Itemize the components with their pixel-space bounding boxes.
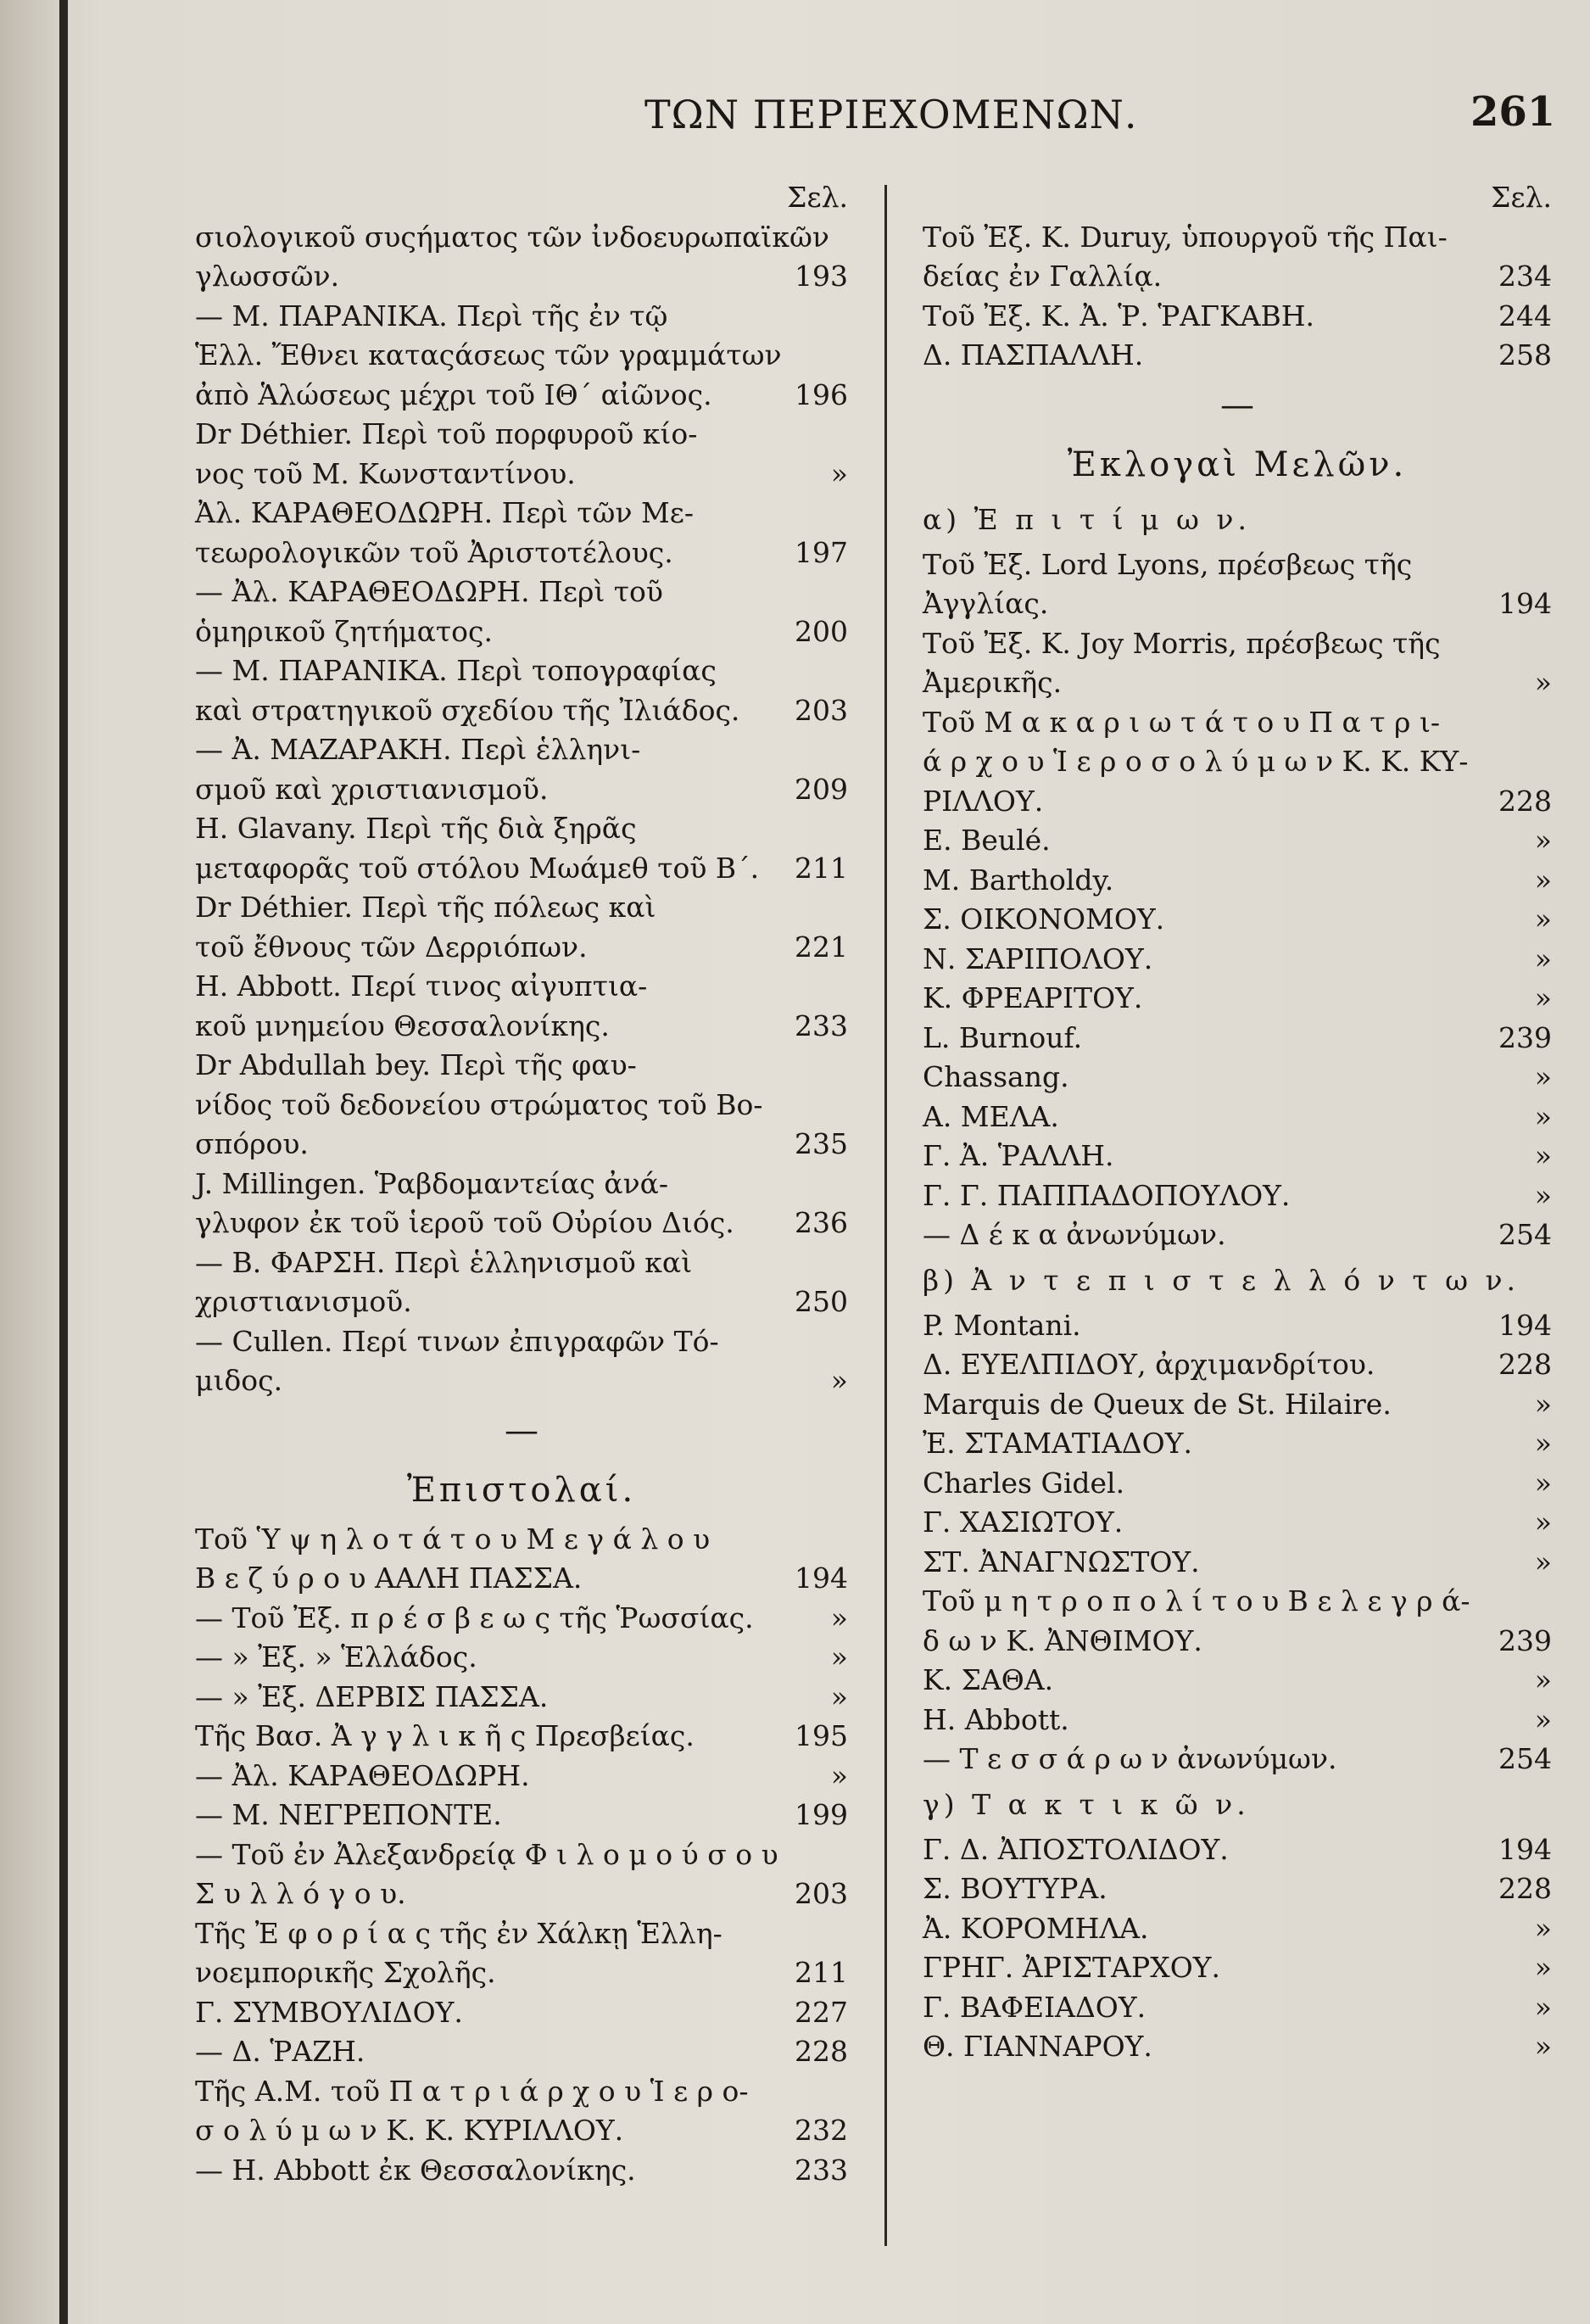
- toc-page-ref: 254: [1498, 1742, 1552, 1775]
- toc-text: — Μ. ΠΑΡΑΝΙΚΑ. Περὶ τῆς ἐν τῷ: [195, 299, 668, 332]
- toc-text: — Τοῦ ἐν Ἀλεξανδρείᾳ Φ ι λ ο μ ο ύ σ ο υ: [195, 1837, 778, 1871]
- toc-text: καὶ στρατηγικοῦ σχεδίου τῆς Ἰλιάδος.: [195, 693, 740, 727]
- toc-line: [923, 900, 1552, 940]
- toc-page-ref: »: [830, 1364, 848, 1397]
- toc-text: Κ. ΦΡΕΑΡΙΤΟΥ.: [923, 981, 1143, 1014]
- toc-page-ref: »: [1534, 863, 1552, 897]
- left-column: [195, 178, 848, 2190]
- toc-line: [923, 257, 1552, 297]
- toc-text: Ἑλλ. Ἔθνει καταςάσεως τῶν γραμμάτων: [195, 338, 782, 372]
- toc-text: — » Ἐξ. » Ἑλλάδος.: [195, 1640, 477, 1673]
- toc-line: [195, 809, 848, 849]
- running-header: ΤΩΝ ΠΕΡΙΕΧΟΜΕΝΩΝ.: [644, 92, 1138, 137]
- toc-line: [923, 1424, 1552, 1464]
- toc-text: Τοῦ Ἐξ. Lord Lyons, πρέσβεως τῆς: [923, 547, 1413, 581]
- toc-line: [923, 742, 1552, 782]
- toc-text: Γ. Γ. ΠΑΠΠΑΔΟΠΟΥΛΟΥ.: [923, 1178, 1291, 1212]
- toc-text: Δ. ΠΑΣΠΑΛΛΗ.: [923, 338, 1144, 372]
- toc-page-ref: »: [1534, 1099, 1552, 1133]
- toc-text: — Τ ε σ σ ά ρ ω ν ἀνωνύμων.: [923, 1742, 1337, 1775]
- binding-shadow: [0, 0, 59, 2324]
- toc-line: [195, 1678, 848, 1718]
- toc-line: [923, 1176, 1552, 1216]
- toc-line: [923, 624, 1552, 664]
- toc-page-ref: »: [1534, 1545, 1552, 1578]
- toc-line: [195, 2072, 848, 2112]
- toc-line: [195, 494, 848, 534]
- toc-line: [923, 1622, 1552, 1662]
- toc-line: [923, 1869, 1552, 1909]
- toc-line: [195, 1282, 848, 1322]
- toc-line: [195, 376, 848, 416]
- toc-page-ref: »: [830, 1640, 848, 1673]
- toc-line: [923, 1543, 1552, 1583]
- toc-line: [195, 612, 848, 652]
- right-entries-b: [923, 545, 1552, 1255]
- section-title: Ἐπιστολαί.: [406, 1470, 637, 1510]
- page-number: 261: [1470, 88, 1556, 136]
- toc-text: Τοῦ Ἐξ. Κ. Joy Morris, πρέσβεως τῆς: [923, 626, 1441, 660]
- column-divider: [884, 185, 887, 2246]
- toc-text: H. Abbott. Περί τινος αἰγυπτια-: [195, 969, 648, 1003]
- toc-page-ref: »: [830, 456, 848, 490]
- toc-text: τοῦ ἔθνους τῶν Δερριόπων.: [195, 930, 588, 964]
- toc-page-ref: »: [1534, 1178, 1552, 1212]
- toc-line: [923, 1740, 1552, 1779]
- toc-text: P. Montani.: [923, 1308, 1081, 1342]
- toc-text: τεωρολογικῶν τοῦ Ἀριστοτέλους.: [195, 535, 673, 569]
- toc-text: ἀπὸ Ἁλώσεως μέχρι τοῦ ΙΘ΄ αἰῶνος.: [195, 377, 712, 411]
- toc-text: — Μ. ΝΕΓΡΕΠΟΝΤΕ.: [195, 1798, 502, 1831]
- subsection-title: γ) Τ α κ τ ι κ ῶ ν.: [923, 1787, 1250, 1821]
- toc-page-ref: 195: [795, 1719, 848, 1752]
- toc-page-ref: »: [1534, 1663, 1552, 1696]
- toc-line: [195, 455, 848, 494]
- toc-text: νος τοῦ Μ. Κωνσταντίνου.: [195, 456, 576, 490]
- toc-text: χριστιανισμοῦ.: [195, 1285, 412, 1318]
- toc-page-ref: 227: [795, 1995, 848, 2029]
- toc-page-ref: »: [1534, 1387, 1552, 1421]
- right-entries-d: [923, 1830, 1552, 2067]
- toc-line: [923, 1306, 1552, 1346]
- toc-line: [195, 1559, 848, 1599]
- toc-line: [195, 1796, 848, 1835]
- toc-text: ΓΡΗΓ. ἈΡΙΣΤΑΡΧΟΥ.: [923, 1951, 1221, 1984]
- toc-text: M. Bartholdy.: [923, 863, 1114, 897]
- toc-text: ΣΤ. ἈΝΑΓΝΩΣΤΟΥ.: [923, 1545, 1200, 1578]
- toc-text: Τοῦ Μ α κ α ρ ι ω τ ά τ ο υ Π α τ ρ ι-: [923, 705, 1441, 739]
- toc-line: [923, 2027, 1552, 2067]
- toc-page-ref: 197: [795, 535, 848, 569]
- toc-line: [195, 2032, 848, 2072]
- toc-line: [195, 770, 848, 810]
- subsection-title: α) Ἐ π ι τ ί μ ω ν.: [923, 502, 1251, 536]
- toc-line: [195, 415, 848, 455]
- toc-text: — Δ έ κ α ἀνωνύμων.: [923, 1218, 1226, 1251]
- toc-line: [923, 1503, 1552, 1543]
- toc-text: νίδος τοῦ δεδονείου στρώματος τοῦ Βο-: [195, 1087, 763, 1121]
- toc-page-ref: 254: [1498, 1218, 1552, 1251]
- section-dash: —: [505, 1411, 538, 1450]
- toc-text: μεταφορᾶς τοῦ στόλου Μωάμεθ τοῦ Β΄.: [195, 851, 760, 885]
- toc-page-ref: 250: [795, 1285, 848, 1318]
- toc-text: H. Glavany. Περὶ τῆς διὰ ξηρᾶς: [195, 812, 637, 845]
- toc-page-ref: »: [830, 1679, 848, 1713]
- toc-text: Γ. Ἀ. ῬΑΛΛΗ.: [923, 1139, 1114, 1172]
- toc-text: Dr Déthier. Περὶ τοῦ πορφυροῦ κίο-: [195, 417, 698, 450]
- toc-line: [195, 1361, 848, 1401]
- toc-page-ref: 194: [1498, 587, 1552, 620]
- toc-line: [923, 1098, 1552, 1137]
- toc-text: ΡΙΛΛΟΥ.: [923, 784, 1044, 818]
- toc-page-ref: »: [830, 1601, 848, 1634]
- toc-page-ref: 233: [795, 1008, 848, 1042]
- toc-line: [195, 1638, 848, 1678]
- toc-text: νοεμπορικῆς Σχολῆς.: [195, 1956, 496, 1989]
- toc-text: Σ. ΒΟΥΤΥΡΑ.: [923, 1872, 1107, 1905]
- toc-text: — Δ. ῬΑΖΗ.: [195, 2035, 365, 2068]
- toc-text: Dr Déthier. Περὶ τῆς πόλεως καὶ: [195, 891, 656, 924]
- toc-page-ref: »: [1534, 981, 1552, 1014]
- toc-line: [195, 1914, 848, 1954]
- toc-line: [923, 1385, 1552, 1425]
- binding-edge: [59, 0, 68, 2324]
- toc-page-ref: 211: [795, 1956, 848, 1989]
- toc-text: Α. ΜΕΛΑ.: [923, 1099, 1059, 1133]
- toc-text: Ἐ. ΣΤΑΜΑΤΙΑΔΟΥ.: [923, 1427, 1192, 1460]
- toc-text: Θ. ΓΙΑΝΝΑΡΟΥ.: [923, 2030, 1152, 2063]
- toc-line: [195, 1953, 848, 1993]
- section-dash: —: [1220, 385, 1254, 425]
- toc-page-ref: »: [1534, 941, 1552, 975]
- toc-line: [923, 1701, 1552, 1740]
- toc-line: [195, 336, 848, 376]
- section-title: Ἐκλογαὶ Μελῶν.: [1067, 444, 1408, 484]
- left-entries-b: [195, 1520, 848, 2191]
- toc-text: σπόρου.: [195, 1127, 309, 1160]
- toc-page-ref: 234: [1498, 260, 1552, 293]
- toc-line: [195, 1086, 848, 1126]
- toc-text: Γ. ΣΥΜΒΟΥΛΙΔΟΥ.: [195, 1995, 463, 2029]
- toc-page-ref: 258: [1498, 338, 1552, 372]
- toc-line: [195, 218, 848, 258]
- toc-line: [195, 691, 848, 731]
- toc-line: [923, 218, 1552, 258]
- toc-text: — Τοῦ Ἐξ. π ρ έ σ β ε ω ς τῆς Ῥωσσίας.: [195, 1601, 754, 1634]
- toc-line: [195, 1243, 848, 1283]
- toc-line: [195, 1322, 848, 1362]
- toc-text: Τοῦ Ἐξ. Κ. Duruy, ὑπουργοῦ τῆς Παι-: [923, 220, 1448, 254]
- toc-line: [195, 1757, 848, 1796]
- toc-text: Marquis de Queux de St. Hilaire.: [923, 1387, 1392, 1421]
- toc-text: — Ἀλ. ΚΑΡΑΘΕΟΔΩΡΗ.: [195, 1758, 530, 1792]
- toc-line: [923, 1830, 1552, 1870]
- toc-line: [923, 1948, 1552, 1988]
- toc-text: Charles Gidel.: [923, 1466, 1125, 1500]
- toc-line: [195, 967, 848, 1007]
- toc-text: Τῆς Βασ. Ἀ γ γ λ ι κ ῆ ς Πρεσβείας.: [195, 1719, 695, 1752]
- toc-text: σιολογικοῦ συςήματος τῶν ἰνδοευρωπαϊκῶν: [195, 220, 829, 254]
- toc-page-ref: 209: [795, 772, 848, 806]
- toc-text: Ἀ. ΚΟΡΟΜΗΛΑ.: [923, 1911, 1149, 1945]
- toc-line: [195, 1993, 848, 2033]
- toc-page-ref: 239: [1498, 1020, 1552, 1054]
- toc-line: [923, 1215, 1552, 1255]
- toc-line: [195, 534, 848, 573]
- toc-text: J. Millingen. Ῥαβδομαντείας ἀνά-: [195, 1166, 669, 1200]
- toc-page-ref: »: [1534, 824, 1552, 857]
- toc-page-ref: 233: [795, 2153, 848, 2187]
- right-entries-c: [923, 1306, 1552, 1779]
- toc-page-ref: 203: [795, 693, 848, 727]
- toc-page-ref: 194: [1498, 1832, 1552, 1866]
- toc-line: [195, 2151, 848, 2191]
- toc-line: [195, 849, 848, 889]
- toc-line: [195, 1046, 848, 1086]
- toc-line: [195, 1717, 848, 1757]
- toc-page-ref: »: [1534, 902, 1552, 936]
- toc-text: δείας ἐν Γαλλίᾳ.: [923, 260, 1163, 293]
- toc-page-ref: »: [1534, 1951, 1552, 1984]
- toc-page-ref: 194: [795, 1561, 848, 1595]
- toc-text: — Ἀ. ΜΑΖΑΡΑΚΗ. Περὶ ἑλληνι-: [195, 733, 641, 766]
- toc-page-ref: 196: [795, 377, 848, 411]
- toc-text: κοῦ μνημείου Θεσσαλονίκης.: [195, 1008, 610, 1042]
- toc-page-ref: 203: [795, 1877, 848, 1910]
- toc-page-ref: 228: [1498, 784, 1552, 818]
- toc-page-ref: »: [1534, 1702, 1552, 1736]
- toc-line: [923, 1988, 1552, 2028]
- toc-text: Κ. ΣΑΘΑ.: [923, 1663, 1054, 1696]
- toc-line: [195, 651, 848, 691]
- toc-line: [195, 888, 848, 928]
- toc-line: [195, 1520, 848, 1560]
- toc-line: [195, 297, 848, 337]
- toc-line: [923, 1582, 1552, 1622]
- toc-line: [195, 1874, 848, 1914]
- toc-line: [195, 1007, 848, 1047]
- toc-line: [923, 1464, 1552, 1504]
- toc-text: γλυφον ἐκ τοῦ ἱεροῦ τοῦ Οὐρίου Διός.: [195, 1206, 734, 1239]
- toc-text: Τῆς Ἐ φ ο ρ ί α ς τῆς ἐν Χάλκῃ Ἑλλη-: [195, 1916, 722, 1950]
- toc-line: [923, 861, 1552, 901]
- toc-text: γλωσσῶν.: [195, 260, 340, 293]
- toc-text: Ν. ΣΑΡΙΠΟΛΟΥ.: [923, 941, 1153, 975]
- toc-text: Dr Abdullah bey. Περὶ τῆς φαυ-: [195, 1048, 637, 1081]
- toc-line: [923, 1345, 1552, 1385]
- toc-line: [923, 1909, 1552, 1949]
- toc-page-ref: 200: [795, 614, 848, 648]
- toc-line: [923, 979, 1552, 1019]
- toc-line: [923, 703, 1552, 743]
- toc-line: [923, 782, 1552, 822]
- toc-page-ref: 228: [795, 2035, 848, 2068]
- toc-page-ref: 193: [795, 260, 848, 293]
- toc-page-ref: »: [1534, 1139, 1552, 1172]
- toc-page-ref: »: [1534, 1466, 1552, 1500]
- toc-page-ref: 228: [1498, 1872, 1552, 1905]
- toc-page-ref: 244: [1498, 299, 1552, 332]
- toc-page-ref: 235: [795, 1127, 848, 1160]
- toc-text: — » Ἐξ. ΔΕΡΒΙΣ ΠΑΣΣΑ.: [195, 1679, 549, 1713]
- toc-line: [923, 545, 1552, 585]
- toc-line: [923, 1137, 1552, 1176]
- toc-line: [923, 940, 1552, 980]
- toc-text: H. Abbott.: [923, 1702, 1069, 1736]
- toc-text: σ ο λ ύ μ ω ν Κ. Κ. ΚΥΡΙΛΛΟΥ.: [195, 2114, 624, 2147]
- toc-text: Γ. ΒΑΦΕΙΑΔΟΥ.: [923, 1990, 1146, 2024]
- toc-text: ά ρ χ ο υ Ἱ ε ρ ο σ ο λ ύ μ ω ν Κ. Κ. ΚΥ-: [923, 745, 1469, 778]
- toc-page-ref: »: [1534, 2030, 1552, 2063]
- toc-page-ref: »: [1534, 1060, 1552, 1093]
- toc-page-ref: 239: [1498, 1623, 1552, 1657]
- toc-line: [923, 821, 1552, 861]
- toc-text: δ ω ν Κ. ἈΝΘΙΜΟΥ.: [923, 1623, 1202, 1657]
- toc-line: [195, 730, 848, 770]
- toc-line: [923, 1019, 1552, 1059]
- toc-page-ref: 199: [795, 1798, 848, 1831]
- toc-line: [195, 257, 848, 297]
- toc-text: Β ε ζ ύ ρ ο υ ΑΑΛΗ ΠΑΣΣΑ.: [195, 1561, 583, 1595]
- toc-text: Δ. ΕΥΕΛΠΙΔΟΥ, ἀρχιμανδρίτου.: [923, 1348, 1375, 1381]
- toc-line: [923, 1661, 1552, 1701]
- toc-page-ref: »: [1534, 1990, 1552, 2024]
- toc-line: [195, 2111, 848, 2151]
- toc-line: [195, 1125, 848, 1165]
- right-column: [923, 178, 1552, 2067]
- toc-line: [923, 1058, 1552, 1098]
- toc-line: [923, 584, 1552, 624]
- toc-text: ὁμηρικοῦ ζητήματος.: [195, 614, 493, 648]
- toc-line: [923, 297, 1552, 337]
- toc-line: [923, 663, 1552, 703]
- toc-text: Chassang.: [923, 1060, 1069, 1093]
- toc-page-ref: 232: [795, 2114, 848, 2147]
- toc-text: Γ. ΧΑΣΙΩΤΟΥ.: [923, 1506, 1124, 1539]
- toc-text: Σ υ λ λ ό γ ο υ.: [195, 1877, 406, 1910]
- toc-text: — Μ. ΠΑΡΑΝΙΚΑ. Περὶ τοπογραφίας: [195, 654, 717, 687]
- toc-page-ref: »: [1534, 1506, 1552, 1539]
- toc-text: Τοῦ Ἐξ. Κ. Ἀ. Ῥ. ῬΑΓΚΑΒΗ.: [923, 299, 1315, 332]
- toc-text: Γ. Δ. ἈΠΟΣΤΟΛΙΔΟΥ.: [923, 1832, 1229, 1866]
- toc-text: — Cullen. Περί τινων ἐπιγραφῶν Τό-: [195, 1324, 719, 1358]
- toc-text: Σ. ΟΙΚΟΝΟΜΟΥ.: [923, 902, 1165, 936]
- toc-page-ref: 228: [1498, 1348, 1552, 1381]
- toc-text: μιδος.: [195, 1364, 283, 1397]
- toc-text: Τοῦ μ η τ ρ ο π ο λ ί τ ο υ Β ε λ ε γ ρ ά-: [923, 1584, 1470, 1617]
- toc-line: [923, 336, 1552, 376]
- toc-page-ref: 221: [795, 930, 848, 964]
- toc-page-ref: 194: [1498, 1308, 1552, 1342]
- toc-text: Τῆς Α.Μ. τοῦ Π α τ ρ ι ά ρ χ ο υ Ἱ ε ρ ο-: [195, 2074, 749, 2108]
- toc-text: — Β. ΦΑΡΣΗ. Περὶ ἑλληνισμοῦ καὶ: [195, 1245, 693, 1279]
- toc-text: Ἀλ. ΚΑΡΑΘΕΟΔΩΡΗ. Περὶ τῶν Με-: [195, 496, 695, 529]
- toc-page-ref: »: [1534, 1911, 1552, 1945]
- left-entries-a: [195, 218, 848, 1401]
- sel-label: Σελ.: [787, 181, 848, 214]
- toc-text: E. Beulé.: [923, 824, 1051, 857]
- toc-text: Ἀμερικῆς.: [923, 666, 1063, 699]
- toc-line: [195, 1835, 848, 1875]
- toc-page-ref: 211: [795, 851, 848, 885]
- toc-text: L. Burnouf.: [923, 1020, 1083, 1054]
- toc-page-ref: 236: [795, 1206, 848, 1239]
- toc-text: σμοῦ καὶ χριστιανισμοῦ.: [195, 772, 549, 806]
- toc-line: [195, 573, 848, 612]
- toc-line: [195, 1165, 848, 1204]
- toc-text: — H. Abbott ἐκ Θεσσαλονίκης.: [195, 2153, 636, 2187]
- right-entries-a: [923, 218, 1552, 376]
- toc-line: [195, 1599, 848, 1639]
- toc-line: [195, 1204, 848, 1243]
- toc-text: Τοῦ Ὑ ψ η λ ο τ ά τ ο υ Μ ε γ ά λ ο υ: [195, 1522, 711, 1556]
- toc-text: — Ἀλ. ΚΑΡΑΘΕΟΔΩΡΗ. Περὶ τοῦ: [195, 575, 663, 608]
- toc-page-ref: »: [1534, 1427, 1552, 1460]
- sel-label: Σελ.: [1491, 181, 1552, 214]
- toc-page-ref: »: [1534, 666, 1552, 699]
- toc-line: [195, 928, 848, 968]
- subsection-title: β) Ἀ ν τ ε π ι σ τ ε λ λ ό ν τ ω ν.: [923, 1263, 1520, 1297]
- toc-text: Ἀγγλίας.: [923, 587, 1049, 620]
- toc-page-ref: »: [830, 1758, 848, 1792]
